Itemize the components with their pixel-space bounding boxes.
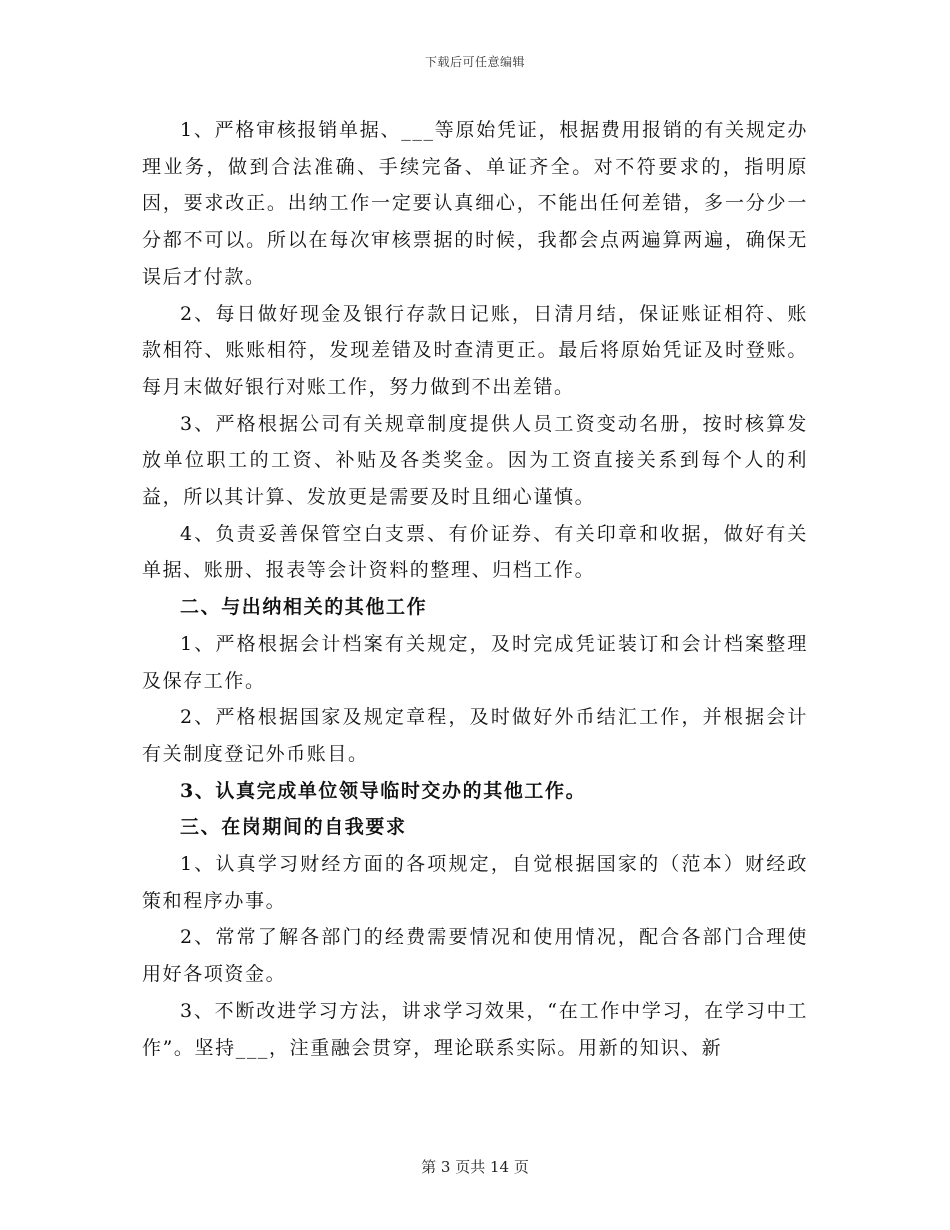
document-body	[142, 112, 808, 1066]
paragraph-temporary-tasks: 3、认真完成单位领导临时交办的其他工作。	[180, 779, 587, 802]
paragraph-review-receipts: 1、严格审核报销单据、___等原始凭证，根据费用报销的有关规定办理业务，做到合法准确、手续完备、单证齐全。对不符要求的，指明原因，要求改正。出纳工作一定要认真细心，不能出任何差错，多一分少一分都不可以。所以在每次审核票据的时候，我都会点两遍算两遍，确保无误后才付款。	[142, 119, 808, 288]
paragraph-safekeeping: 4、负责妥善保管空白支票、有价证券、有关印章和收据，做好有关单据、账册、报表等会计资料的整理、归档工作。	[142, 522, 808, 582]
paragraph-understand-departments: 2、常常了解各部门的经费需要情况和使用情况，配合各部门合理使用好各项资金。	[142, 926, 808, 986]
page-footer: 第 3 页共 14 页	[421, 1158, 529, 1176]
section-heading-self-requirements: 三、在岗期间的自我要求	[180, 816, 407, 839]
paragraph-daily-ledger: 2、每日做好现金及银行存款日记账，日清月结，保证账证相符、账款相符、账账相符，发现差错及时查清更正。最后将原始凭证及时登账。每月末做好银行对账工作，努力做到不出差错。	[142, 302, 808, 398]
paragraph-study-regulations: 1、认真学习财经方面的各项规定，自觉根据国家的（范本）财经政策和程序办事。	[142, 853, 808, 912]
paragraph-foreign-exchange: 2、严格根据国家及规定章程，及时做好外币结汇工作，并根据会计有关制度登记外币账目。	[142, 706, 808, 765]
paragraph-archives: 1、严格根据会计档案有关规定，及时完成凭证装订和会计档案整理及保存工作。	[142, 632, 808, 692]
section-heading-other-work: 二、与出纳相关的其他工作	[180, 596, 428, 619]
paragraph-payroll: 3、严格根据公司有关规章制度提供人员工资变动名册，按时核算发放单位职工的工资、补贴及各类奖金。因为工资直接关系到每个人的利益，所以其计算、发放更是需要及时且细心谨慎。	[142, 412, 808, 509]
paragraph-improve-learning: 3、不断改进学习方法，讲求学习效果，“在工作中学习，在学习中工作”。坚持___，注重融会贯穿，理论联系实际。用新的知识、新	[142, 999, 808, 1059]
page-header: 下载后可任意编辑	[424, 55, 525, 69]
